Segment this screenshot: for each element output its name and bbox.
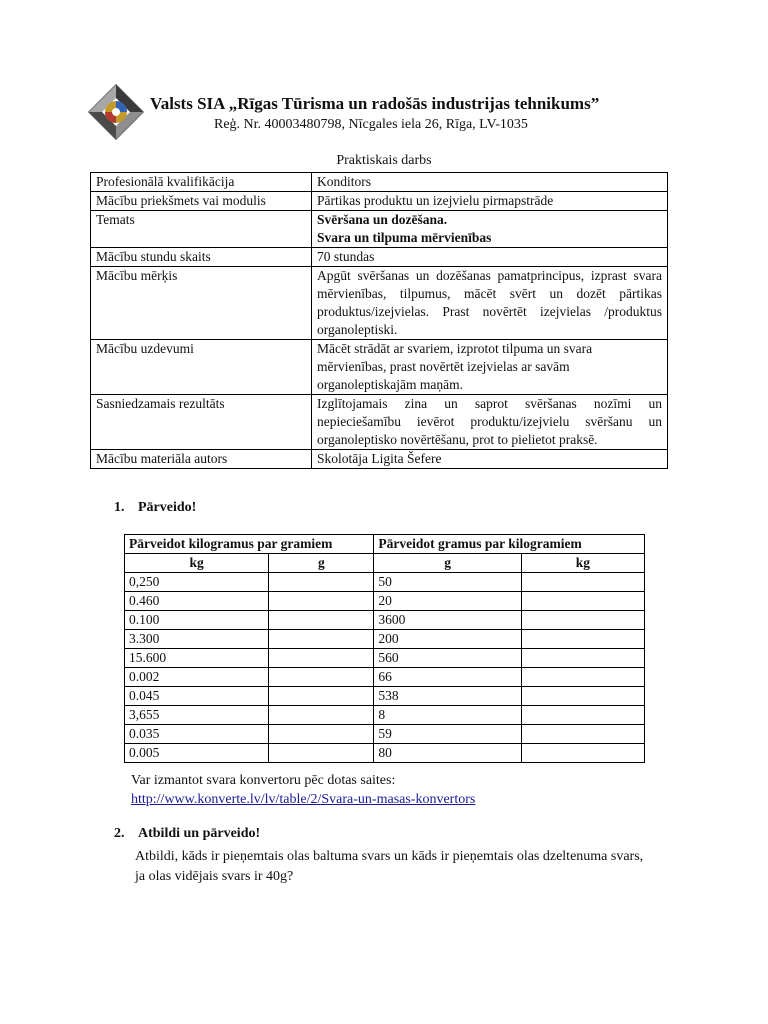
- info-label: Sasniedzamais rezultāts: [91, 395, 312, 450]
- table-cell[interactable]: [521, 649, 644, 668]
- table-row: [91, 192, 668, 211]
- table-cell[interactable]: [269, 668, 374, 687]
- info-label: Mācību stundu skaits: [91, 248, 312, 267]
- section-title: Pārveido!: [138, 500, 197, 515]
- table-cell: 50: [374, 573, 521, 592]
- table-row: [91, 248, 668, 267]
- info-value: Mācēt strādāt ar svariem, izprotot tilpuma un svara mērvienības, prast novērtēt izejvielas ar savām organoleptiskajām maņām.: [312, 340, 668, 395]
- info-label: Temats: [91, 211, 312, 248]
- section-1-heading: [114, 500, 196, 516]
- table-cell: 0.002: [125, 668, 269, 687]
- info-label: Mācību mērķis: [91, 267, 312, 340]
- institution-title: Valsts SIA „Rīgas Tūrisma un radošās industrijas tehnikums”: [150, 94, 600, 113]
- info-value: Apgūt svēršanas un dozēšanas pamatprincipus, izprast svara mērvienības, tilpumus, mācēt svērt un dozēt pārtikas produktus/izejvielas. Prast novērtēt izejvielas /produktus organoleptiski.: [312, 267, 668, 340]
- table-cell: 0,250: [125, 573, 269, 592]
- table-row: [125, 668, 645, 687]
- table-row: [125, 630, 645, 649]
- table-cell: 560: [374, 649, 521, 668]
- converter-note: [131, 771, 475, 809]
- table-cell[interactable]: [521, 630, 644, 649]
- info-label: Mācību materiāla autors: [91, 450, 312, 469]
- info-label: Mācību uzdevumi: [91, 340, 312, 395]
- table-row: [125, 573, 645, 592]
- table-cell[interactable]: [269, 611, 374, 630]
- table-cell: 538: [374, 687, 521, 706]
- section-title: Atbildi un pārveido!: [138, 826, 261, 841]
- table-cell[interactable]: [521, 611, 644, 630]
- section-number: 1.: [114, 500, 125, 515]
- info-label: Mācību priekšmets vai modulis: [91, 192, 312, 211]
- table-cell: 0.100: [125, 611, 269, 630]
- table-row: [125, 706, 645, 725]
- table-cell: 20: [374, 592, 521, 611]
- info-value: Izglītojamais zina un saprot svēršanas nozīmi un nepieciešamību ievērot produktu/izejvielu svēršanu un organoleptisko novērtēšanu, prot to pielietot praksē.: [312, 395, 668, 450]
- table-cell[interactable]: [521, 706, 644, 725]
- info-value: Pārtikas produktu un izejvielu pirmapstrāde: [312, 192, 668, 211]
- table-cell[interactable]: [521, 592, 644, 611]
- table-row: [91, 211, 668, 248]
- converter-link[interactable]: http://www.konverte.lv/lv/table/2/Svara-un-masas-konvertors: [131, 792, 476, 807]
- table-row: [91, 340, 668, 395]
- column-header: kg: [125, 554, 269, 573]
- table-row: [125, 725, 645, 744]
- table-cell[interactable]: [521, 725, 644, 744]
- table-cell: 0.045: [125, 687, 269, 706]
- course-info-table: [90, 172, 668, 469]
- kg-to-g-header: Pārveidot kilogramus par gramiem: [125, 535, 374, 554]
- question-text: Atbildi, kāds ir pieņemtais olas baltuma svars un kāds ir pieņemtais olas dzeltenuma svars, ja olas vidējais svars ir 40g?: [135, 849, 644, 884]
- table-cell: 3,655: [125, 706, 269, 725]
- table-cell: 59: [374, 725, 521, 744]
- table-row: [125, 687, 645, 706]
- table-row: [91, 395, 668, 450]
- table-header-row: [125, 535, 645, 554]
- table-cell: 15.600: [125, 649, 269, 668]
- table-row: [91, 450, 668, 469]
- table-cell[interactable]: [521, 668, 644, 687]
- section-number: 2.: [114, 826, 125, 841]
- g-to-kg-header: Pārveidot gramus par kilogramiem: [374, 535, 645, 554]
- column-header: kg: [521, 554, 644, 573]
- info-value: Skolotāja Ligita Šefere: [312, 450, 668, 469]
- table-cell[interactable]: [521, 687, 644, 706]
- table-row: [125, 611, 645, 630]
- table-cell[interactable]: [269, 649, 374, 668]
- table-row: [125, 744, 645, 763]
- note-text: Var izmantot svara konvertoru pēc dotas saites:: [131, 773, 396, 788]
- topic-line: Svara un tilpuma mērvienības: [317, 230, 492, 245]
- conversion-table: [124, 534, 645, 763]
- section-2-heading: [114, 826, 260, 842]
- table-cell: 66: [374, 668, 521, 687]
- table-cell: 80: [374, 744, 521, 763]
- table-row: [91, 267, 668, 340]
- table-cell: 3600: [374, 611, 521, 630]
- table-cell[interactable]: [269, 573, 374, 592]
- info-label: Profesionālā kvalifikācija: [91, 173, 312, 192]
- table-cell: 0.460: [125, 592, 269, 611]
- table-cell[interactable]: [521, 573, 644, 592]
- table-cell[interactable]: [269, 687, 374, 706]
- column-header: g: [374, 554, 521, 573]
- info-value: 70 stundas: [312, 248, 668, 267]
- table-cell: 8: [374, 706, 521, 725]
- table-cell: 0.035: [125, 725, 269, 744]
- column-header: g: [269, 554, 374, 573]
- table-cell: 0.005: [125, 744, 269, 763]
- table-cell[interactable]: [269, 744, 374, 763]
- info-value: Konditors: [312, 173, 668, 192]
- table-cell[interactable]: [521, 744, 644, 763]
- table-cell: 3.300: [125, 630, 269, 649]
- topic-line: Svēršana un dozēšana.: [317, 212, 448, 227]
- table-cell: 200: [374, 630, 521, 649]
- table-row: [125, 649, 645, 668]
- table-row: [125, 592, 645, 611]
- school-logo: [88, 84, 144, 140]
- table-row: [91, 173, 668, 192]
- document-title: Praktiskais darbs: [336, 153, 432, 168]
- table-cell[interactable]: [269, 630, 374, 649]
- table-cell[interactable]: [269, 706, 374, 725]
- table-cell[interactable]: [269, 592, 374, 611]
- registration-line: Reģ. Nr. 40003480798, Nīcgales iela 26, Rīga, LV-1035: [214, 117, 528, 132]
- info-value: [312, 211, 668, 248]
- table-subheader-row: [125, 554, 645, 573]
- table-cell[interactable]: [269, 725, 374, 744]
